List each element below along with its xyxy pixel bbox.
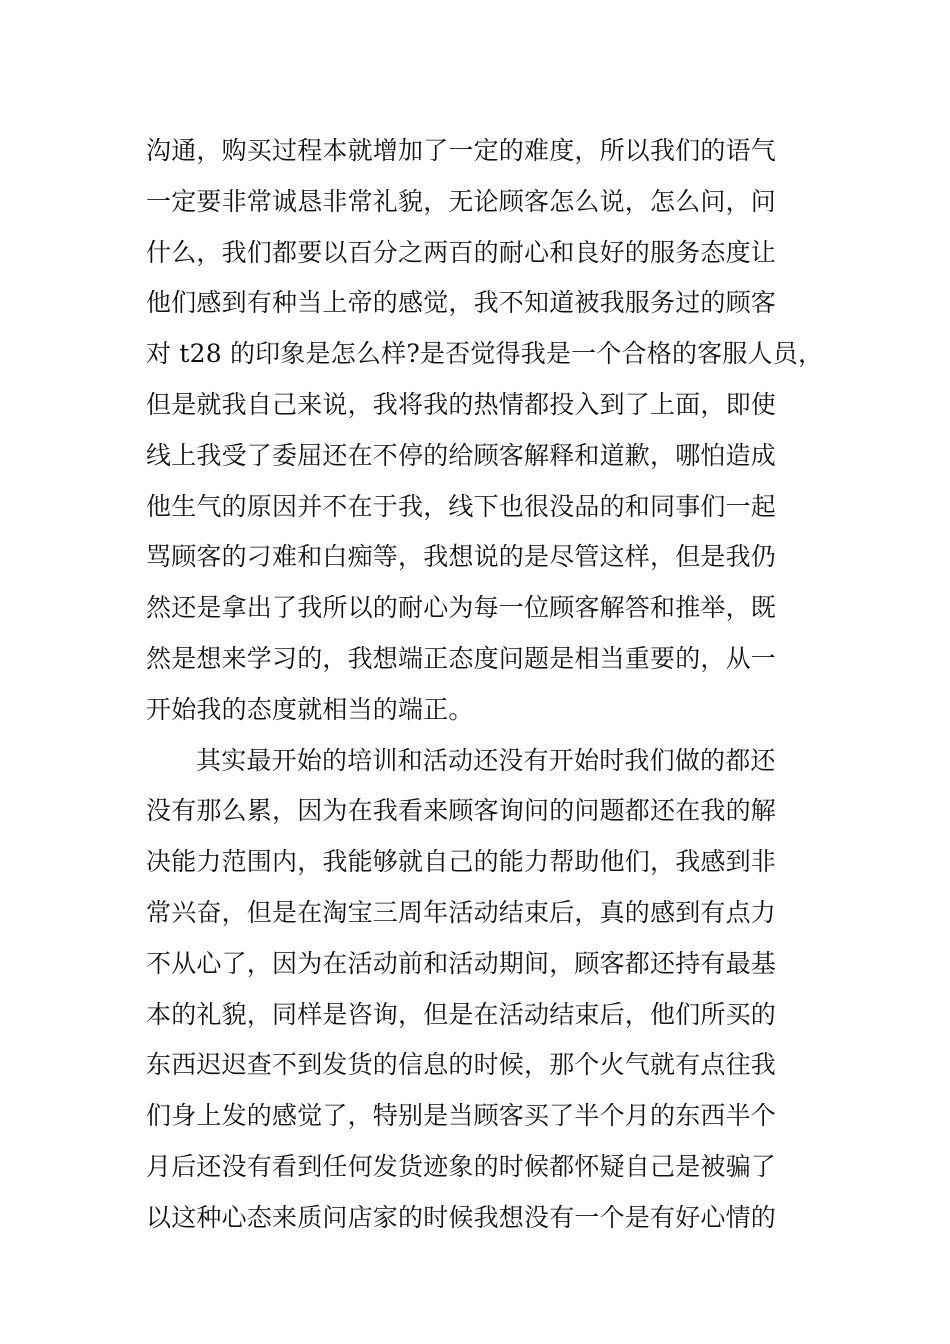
text-line: 一定要非常诚恳非常礼貌，无论顾客怎么说，怎么问，问	[146, 186, 777, 216]
text-line: 东西迟迟查不到发货的信息的时候，那个火气就有点往我	[146, 1050, 777, 1080]
text-line: 们身上发的感觉了，特别是当顾客买了半个月的东西半个	[146, 1101, 777, 1131]
text-line: 骂顾客的刁难和白痴等，我想说的是尽管这样，但是我仍	[146, 542, 777, 572]
text-line: 他们感到有种当上帝的感觉，我不知道被我服务过的顾客	[146, 288, 777, 318]
paragraph	[146, 126, 824, 736]
text-line: 本的礼貌，同样是咨询，但是在活动结束后，他们所买的	[146, 999, 777, 1029]
text-line: 月后还没有看到任何发货迹象的时候都怀疑自己是被骗了	[146, 1151, 777, 1181]
text-line: 不从心了，因为在活动前和活动期间，顾客都还持有最基	[146, 948, 777, 978]
text-line: 线上我受了委屈还在不停的给顾客解释和道歉，哪怕造成	[146, 440, 777, 470]
text-line: 什么，我们都要以百分之两百的耐心和良好的服务态度让	[146, 237, 777, 267]
text-line: 决能力范围内，我能够就自己的能力帮助他们，我感到非	[146, 847, 777, 877]
text-line: 开始我的态度就相当的端正。	[146, 694, 474, 724]
text-line: 对 t28 的印象是怎么样?是否觉得我是一个合格的客服人员，	[146, 339, 824, 369]
text-line: 以这种心态来质问店家的时候我想没有一个是有好心情的	[146, 1202, 777, 1232]
text-line: 他生气的原因并不在于我，线下也很没品的和同事们一起	[146, 491, 777, 521]
text-line: 没有那么累，因为在我看来顾客询问的问题都还在我的解	[146, 796, 777, 826]
text-line: 常兴奋，但是在淘宝三周年活动结束后，真的感到有点力	[146, 897, 777, 927]
paragraph	[146, 736, 816, 1244]
text-line: 然还是拿出了我所以的耐心为每一位顾客解答和推举，既	[146, 593, 777, 623]
text-line: 沟通，购买过程本就增加了一定的难度，所以我们的语气	[146, 136, 777, 165]
document-body	[146, 126, 824, 1244]
text-line: 但是就我自己来说，我将我的热情都投入到了上面，即使	[146, 389, 777, 419]
text-line: 然是想来学习的，我想端正态度问题是相当重要的，从一	[146, 643, 777, 673]
text-line-indented: 其实最开始的培训和活动还没有开始时我们做的都还	[196, 745, 776, 775]
